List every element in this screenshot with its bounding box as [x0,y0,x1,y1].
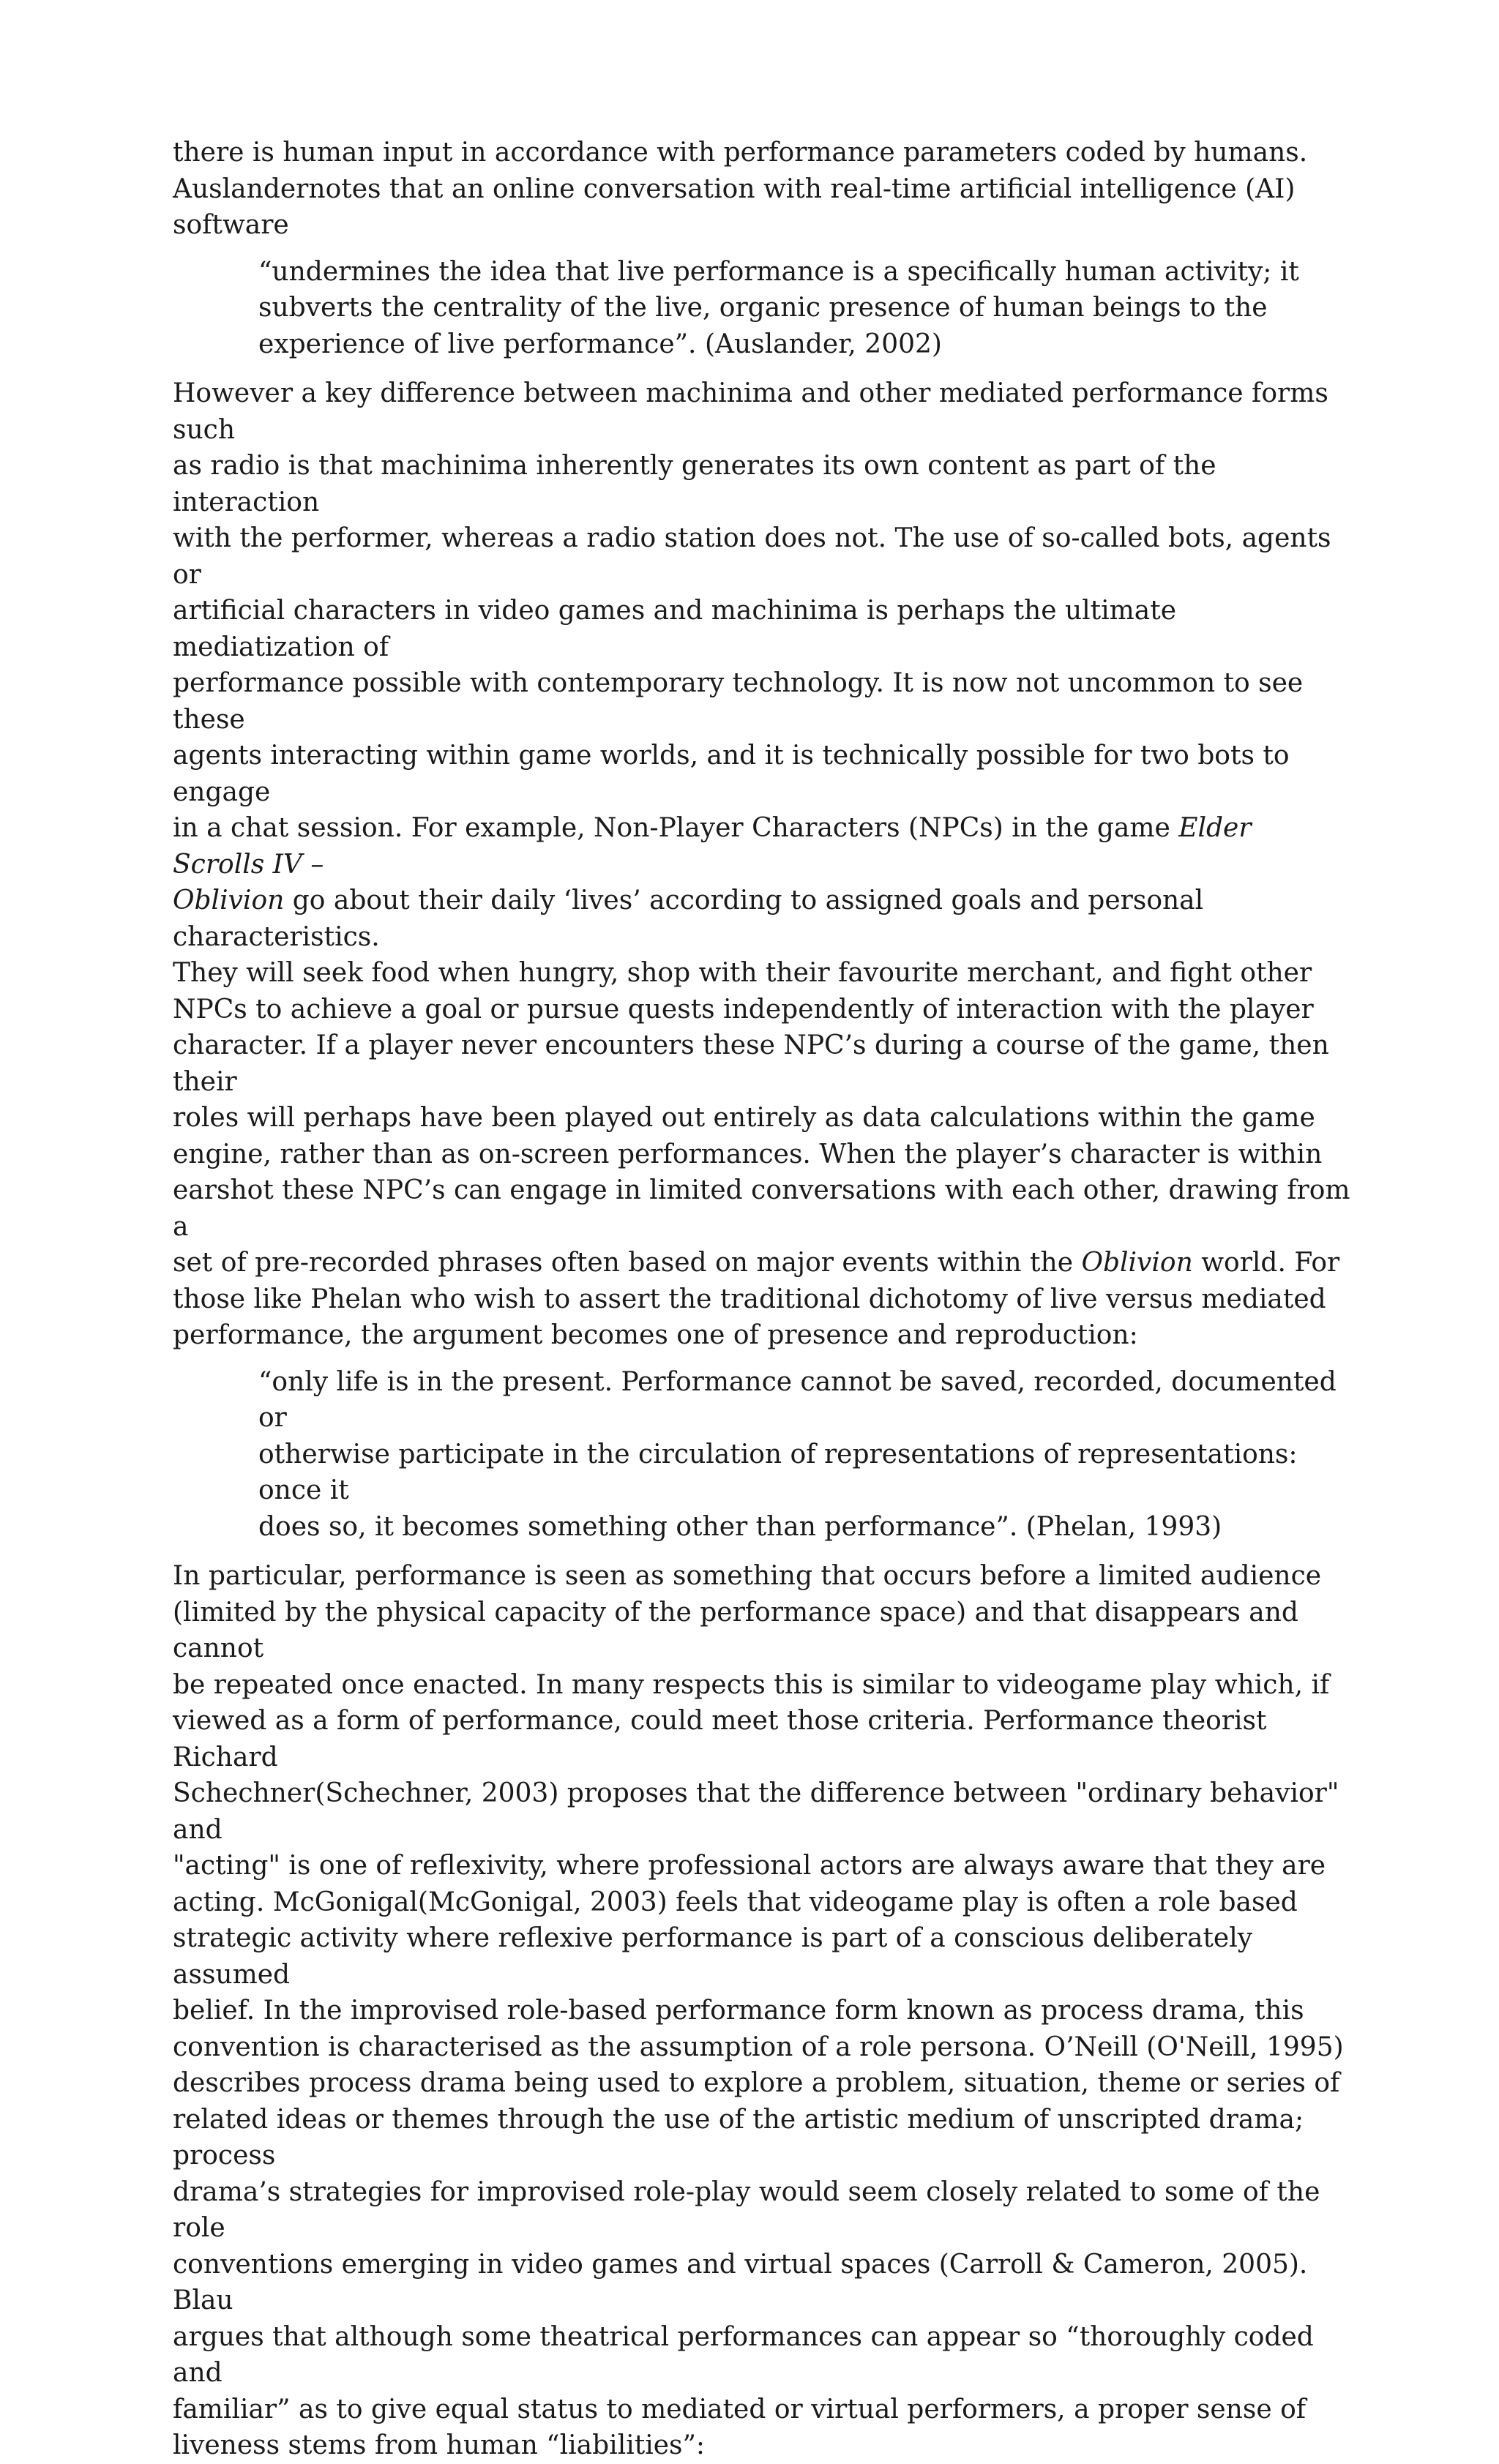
paragraph-machinima [173,375,1351,1354]
paragraph-text: However a key difference between machinima and other mediated performance forms such as radio is that machinima inherently generates its own content as part of the interaction with the performer, whereas a radio station does not. The use of so-called bots, agents or artificial characters in video games and machinima is perhaps the ultimate mediatization of performance possible with contemporary technology. It is now not uncommon to see these agents interacting within game worlds, and it is technically possible for two bots to engage in a chat session. For example, Non-Player Characters (NPCs) in the game [173,378,1331,843]
paragraph-text: world. For those like Phelan who wish to assert the traditional dichotomy of live versus mediated performance, the argument becomes one of presence and reproduction: [173,1248,1340,1350]
paragraph-intro: there is human input in accordance with performance parameters coded by humans. Auslandernotes that an online conversation with real-time artificial intelligence (AI) software [173,138,1308,240]
game-title-elder-scrolls: Elder Scrolls IV – Oblivion [173,813,1252,915]
paragraph-performance: In particular, performance is seen as something that occurs before a limited audience (limited by the physical capacity of the performance space) and that disappears and cannot be repeated once enacted. In many respects this is similar to videogame play which, if viewed as a form of performance, could meet those criteria. Performance theorist Richard Schechner(Schechner, 2003) proposes that the difference between "ordinary behavior" and "acting" is one of reflexivity, where professional actors are always aware that they are acting. McGonigal(McGonigal, 2003) feels that videogame play is often a role based strategic activity where reflexive performance is part of a conscious deliberately assumed belief. In the improvised role-based performance form known as process drama, this convention is characterised as the assumption of a role persona. O’Neill (O'Neill, 1995) describes process drama being used to explore a problem, situation, theme or series of related ideas or themes through the use of the artistic medium of unscripted drama; process drama’s strategies for improvised role-play would seem closely related to some of the role conventions emerging in video games and virtual spaces (Carroll & Cameron, 2005). Blau argues that although some theatrical performances can appear so “thoroughly coded and familiar” as to give equal status to mediated or virtual performers, a proper sense of liveness stems from human “liabilities”: [173,1561,1344,2460]
document-page [173,135,1351,2464]
block-quote-phelan: “only life is in the present. Performance cannot be saved, recorded, documented or otherwise participate in the circulation of representations of representations: once it does so, it becomes something other than performance”. (Phelan, 1993) [258,1366,1337,1542]
game-title-oblivion: Oblivion [1081,1248,1193,1278]
paragraph-text: go about their daily ‘lives’ according to assigned goals and personal characteristics. They will seek food when hungry, shop with their favourite merchant, and fight other NPCs to achieve a goal or pursue quests independently of interaction with the player character. If a player never encounters these NPC’s during a course of the game, then their roles will perhaps have been played out entirely as data calculations within the game engine, rather than as on-screen performances. When the player’s character is within earshot these NPC’s can engage in limited conversations with each other, drawing from a set of pre-recorded phrases often based on major events within the [173,885,1350,1278]
block-quote-auslander: “undermines the idea that live performance is a specifically human activity; it subverts the centrality of the live, organic presence of human beings to the experience of live performance”. (Auslander, 2002) [258,256,1299,359]
